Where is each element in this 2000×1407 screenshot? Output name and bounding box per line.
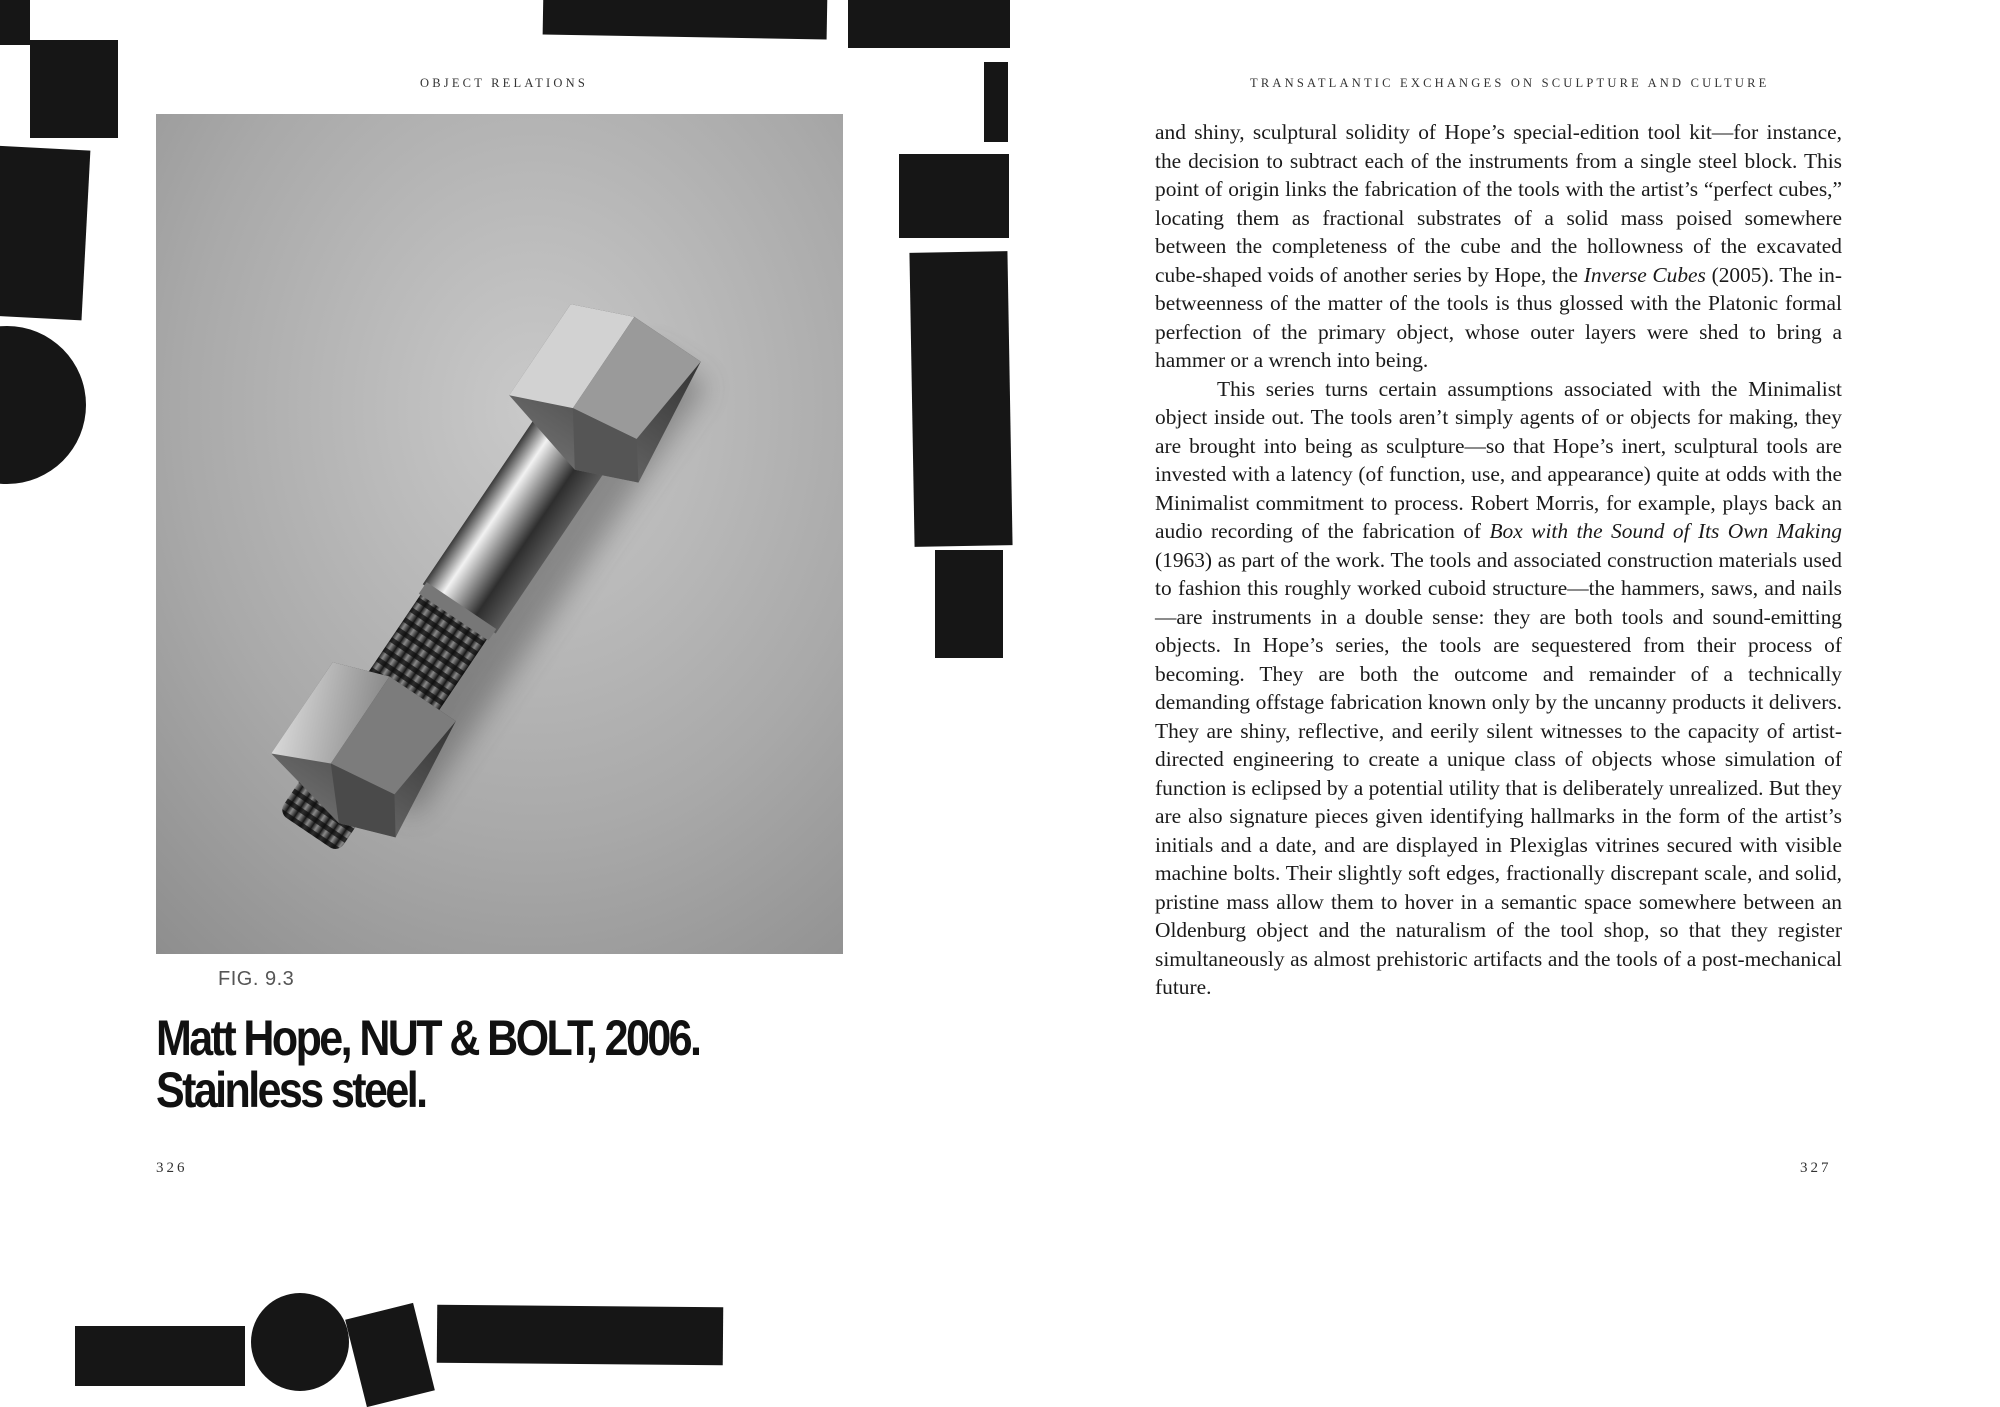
decor-block-left-top	[0, 0, 30, 45]
bolt-photograph	[156, 114, 843, 954]
decor-block-bottom-2	[345, 1303, 435, 1407]
paragraph-1-text-b: (2005). The in-betweenness of the matter of the tools is thus glossed with the Platonic formal perfection of the primary object, whose outer layers were shed to bring a hammer or a wrench into being.	[1155, 262, 1843, 372]
decor-block-bottom-1	[75, 1326, 245, 1386]
paragraph-2-text-b: (1963) as part of the work. The tools and associated construction materials used to fashion this roughly worked cuboid structure—the hammers, saws, and nails—are instruments in a double sense: they are both tools and sound-emitting objects. In Hope’s series, the tools are sequestered from their process of becoming. They are both the outcome and remainder of a technically demanding offstage fabrication known only by the uncanny products it delivers. They are shiny, reflective, and eerily silent witnesses to the capacity of artist-directed engineering to create a unique class of objects whose simulation of function is eclipsed by a potential utility that is deliberately unrealized. But they are also signature pieces given identifying hallmarks in the form of the artist’s initials and a date, and are displayed in Plexiglas vitrines secured with visible machine bolts. Their slightly soft edges, fractionally discrepant scale, and solid, pristine mass allow them to hover in a semantic space somewhere between an Oldenburg object and the naturalism of the tool shop, so that they register simultaneously as almost prehistoric artifacts and the tools of a post-mechanical future.	[1155, 547, 1842, 999]
running-head-left: OBJECT RELATIONS	[420, 76, 588, 90]
paragraph-2	[1155, 375, 1842, 1002]
paragraph-1-text-a: and shiny, sculptural solidity of Hope’s special-edition tool kit—for instance, the decision to subtract each of the instruments from a single steel block. This point of origin links the fabrication of the tools with the artist’s “perfect cubes,” locating them as fractional substrates of a solid mass poised somewhere between the completeness of the cube and the hollowness of the excavated cube-shaped voids of another series by Hope, the	[1155, 120, 1842, 287]
decor-circle-bottom	[251, 1293, 349, 1391]
decor-block-mid-2	[899, 154, 1009, 238]
decor-block-top-2	[848, 0, 1010, 48]
running-head-right: TRANSATLANTIC EXCHANGES ON SCULPTURE AND CULTURE	[1250, 76, 1770, 90]
caption-line-2: Stainless steel.	[156, 1062, 426, 1118]
page-number-right: 327	[1800, 1160, 1832, 1176]
decor-circle-left	[0, 326, 86, 484]
decor-block-mid-3	[909, 251, 1012, 547]
paragraph-1	[1155, 118, 1842, 375]
figure-caption	[156, 1012, 758, 1116]
decor-block-mid-1	[984, 62, 1008, 142]
figure-label: FIG. 9.3	[218, 968, 295, 990]
caption-line-1: Matt Hope, NUT & BOLT, 2006.	[156, 1010, 700, 1066]
paragraph-2-italic: Box with the Sound of Its Own Making	[1489, 519, 1842, 543]
page-number-left: 326	[156, 1160, 188, 1176]
decor-block-mid-4	[935, 550, 1003, 658]
decor-block-bottom-3	[437, 1305, 723, 1365]
paragraph-2-text-a: This series turns certain assumptions associated with the Minimalist object inside out. The tools aren’t simply agents of or objects for making, they are brought into being as sculpture—so that Hope’s inert, sculptural tools are invested with a latency (of function, use, and appearance) quite at odds with the Minimalist commitment to process. Robert Morris, for example, plays back an audio recording of the fabrication of	[1155, 376, 1842, 543]
decor-block-left-2	[0, 146, 90, 321]
body-text	[1155, 118, 1842, 1002]
decor-block-top-1	[543, 0, 828, 39]
decor-block-left-1	[30, 40, 118, 138]
paragraph-1-italic: Inverse Cubes	[1583, 262, 1706, 287]
